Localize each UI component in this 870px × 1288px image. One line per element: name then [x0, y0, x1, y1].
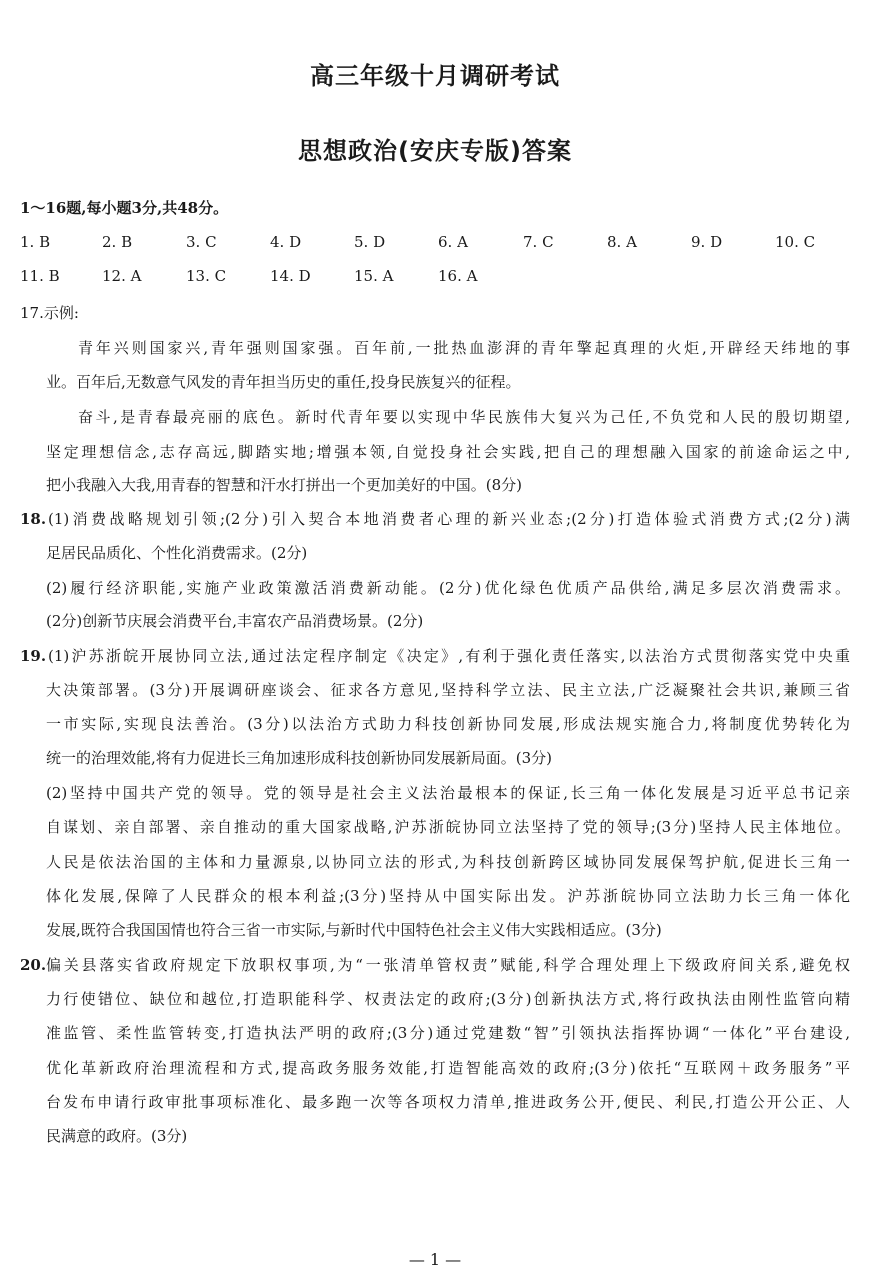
q19-line: 发展,既符合我国国情也符合三省一市实际,与新时代中国特色社会主义伟大实践相适应。(3分) — [46, 921, 662, 939]
mc-answer: 4. D — [270, 233, 302, 251]
q19-line: 自谋划、亲自部署、亲自推动的重大国家战略,沪苏浙皖协同立法坚持了党的领导;(3分)坚持人民主体地位。 — [46, 818, 850, 836]
mc-answer: 10. C — [775, 233, 816, 251]
mc-answer: 15. A — [354, 267, 394, 285]
q20-line: 偏关县落实省政府规定下放职权事项,为“一张清单管权责”赋能,科学合理处理上下级政府间关系,避免权 — [46, 956, 850, 974]
q19-line: (2)坚持中国共产党的领导。党的领导是社会主义法治最根本的保证,长三角一体化发展是习近平总书记亲 — [46, 784, 850, 802]
q19-line: 统一的治理效能,将有力促进长三角加速形成科技创新协同发展新局面。(3分) — [46, 749, 553, 767]
q19-line: 大决策部署。(3分)开展调研座谈会、征求各方意见,坚持科学立法、民主立法,广泛凝聚社会共识,兼顾三省 — [46, 681, 850, 699]
question-number: 20. — [20, 956, 47, 974]
mc-answer: 14. D — [270, 267, 311, 285]
mc-answer: 5. D — [354, 233, 386, 251]
mc-answer: 16. A — [438, 267, 478, 285]
mc-row-1 — [20, 233, 850, 251]
question-number: 19. — [20, 647, 47, 665]
q19-line: 体化发展,保障了人民群众的根本利益;(3分)坚持从中国实际出发。沪苏浙皖协同立法助力长三角一体化 — [46, 887, 850, 905]
page-number: — 1 — — [408, 1250, 462, 1269]
q17-line: 把小我融入大我,用青春的智慧和汗水打拼出一个更加美好的中国。(8分) — [46, 476, 523, 494]
mc-answer: 9. D — [691, 233, 723, 251]
q17-line: 坚定理想信念,志存高远,脚踏实地;增强本领,自觉投身社会实践,把自己的理想融入国家的前途命运之中, — [46, 443, 850, 461]
exam-title: 高三年级十月调研考试 — [310, 62, 560, 90]
mc-answer: 2. B — [102, 233, 133, 251]
mc-answer: 8. A — [607, 233, 637, 251]
mc-answer: 11. B — [20, 267, 60, 285]
q18-line: (2分)创新节庆展会消费平台,丰富农产品消费场景。(2分) — [46, 612, 424, 630]
q19-line: 人民是依法治国的主体和力量源泉,以协同立法的形式,为科技创新跨区域协同发展保驾护航,促进长三角一 — [46, 853, 850, 871]
q20-line: 准监管、柔性监管转变,打造执法严明的政府;(3分)通过党建数“智”引领执法指挥协调“一体化”平台建设, — [46, 1024, 850, 1042]
q20-line: 力行使错位、缺位和越位,打造职能科学、权责法定的政府;(3分)创新执法方式,将行政执法由刚性监管向精 — [46, 990, 850, 1008]
q17-line: 青年兴则国家兴,青年强则国家强。百年前,一批热血澎湃的青年擎起真理的火炬,开辟经天纬地的事 — [78, 339, 850, 357]
mc-answer: 6. A — [438, 233, 468, 251]
answer-title: 思想政治(安庆专版)答案 — [298, 137, 572, 165]
q17-line: 奋斗,是青春最亮丽的底色。新时代青年要以实现中华民族伟大复兴为己任,不负党和人民的殷切期望, — [78, 408, 850, 426]
q20-line: 台发布申请行政审批事项标准化、最多跑一次等各项权力清单,推进政务公开,便民、利民,打造公开公正、人 — [46, 1093, 850, 1111]
q17-line: 业。百年后,无数意气风发的青年担当历史的重任,投身民族复兴的征程。 — [46, 373, 521, 391]
q19-line: (1)沪苏浙皖开展协同立法,通过法定程序制定《决定》,有利于强化责任落实,以法治方式贯彻落实党中央重 — [48, 647, 850, 665]
q20-line: 民满意的政府。(3分) — [46, 1127, 188, 1145]
mc-answer: 7. C — [523, 233, 554, 251]
q18-line: 足居民品质化、个性化消费需求。(2分) — [46, 544, 308, 562]
mc-answer: 12. A — [102, 267, 142, 285]
q17-label: 示例: — [43, 304, 79, 322]
q18-line: (2)履行经济职能,实施产业政策激活消费新动能。(2分)优化绿色优质产品供给,满足多层次消费需求。 — [46, 579, 850, 597]
q20-line: 优化革新政府治理流程和方式,提高政务服务效能,打造智能高效的政府;(3分)依托“互联网＋政务服务”平 — [46, 1059, 850, 1077]
q19-line: 一市实际,实现良法善治。(3分)以法治方式助力科技创新协同发展,形成法规实施合力,将制度优势转化为 — [46, 715, 850, 733]
question-number: 18. — [20, 510, 47, 528]
mc-answer: 13. C — [186, 267, 227, 285]
question-number: 17. — [20, 304, 44, 322]
mc-answer: 3. C — [186, 233, 217, 251]
mc-row-2 — [20, 267, 850, 285]
mc-intro: 1～16题,每小题3分,共48分。 — [20, 199, 229, 217]
q18-line: (1)消费战略规划引领;(2分)引入契合本地消费者心理的新兴业态;(2分)打造体验式消费方式;(2分)满 — [48, 510, 850, 528]
mc-answer: 1. B — [20, 233, 51, 251]
q17-header — [20, 304, 79, 322]
